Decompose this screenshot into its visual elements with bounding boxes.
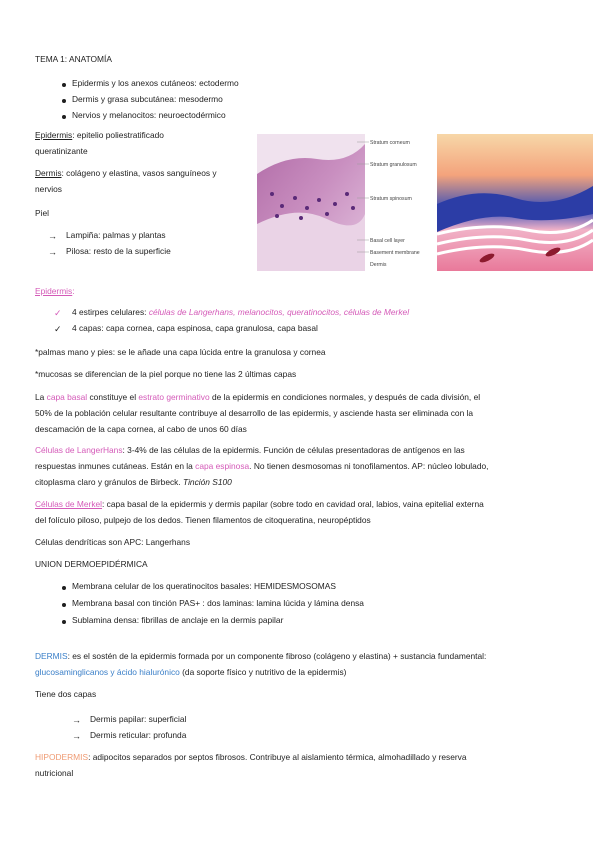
figure-label: Basement membrane [370, 250, 420, 256]
langerhans-paragraph-line: citoplasma claro y gránulos de Birbeck. Tinción S100 [35, 477, 232, 487]
epidermis-definition: Epidermis: epitelio poliestratificado [35, 130, 164, 140]
bullet-icon [62, 620, 66, 624]
dermis-definition-cont: nervios [35, 184, 62, 194]
list-item: Nervios y melanocitos: neuroectodérmico [72, 110, 226, 120]
list-item: Dermis y grasa subcutánea: mesodermo [72, 94, 223, 104]
figure-label: Stratum granulosum [370, 162, 417, 168]
figure-label: Basal cell layer [370, 238, 405, 244]
list-item: Membrana celular de los queratinocitos basales: HEMIDESMOSOMAS [72, 581, 336, 591]
list-item: 4 capas: capa cornea, capa espinosa, capa granulosa, capa basal [72, 323, 318, 333]
piel-label: Piel [35, 208, 49, 218]
list-item: Dermis reticular: profunda [90, 730, 187, 740]
arrow-icon: → [48, 231, 57, 241]
list-item: Lampiña: palmas y plantas [66, 230, 166, 240]
palmas-note: *palmas mano y pies: se le añade una capa lúcida entre la granulosa y cornea [35, 347, 326, 357]
merkel-paragraph-line: del folículo piloso, pulpejo de los dedos. Tienen filamentos de citoqueratina, neuropéptidos [35, 515, 371, 525]
dermis-paragraph: DERMIS: es el sostén de la epidermis formada por un componente fibroso (colágeno y elastina) + sustancia fundamental: [35, 651, 487, 661]
dendriticas-note: Células dendríticas son APC: Langerhans [35, 537, 191, 547]
bullet-icon [62, 603, 66, 607]
langerhans-paragraph: Células de LangerHans: 3-4% de las células de la epidermis. Función de células presentadoras de antígenos en las [35, 445, 465, 455]
page-title: TEMA 1: ANATOMÍA [35, 54, 112, 64]
tiene-dos-capas: Tiene dos capas [35, 689, 97, 699]
langerhans-paragraph-line: respuestas inmunes cutáneas. Están en la capa espinosa. No tienen desmosomas ni tonofilamentos. AP: núcleo lobulado, [35, 461, 489, 471]
figure-label: Dermis [370, 262, 387, 268]
hipodermis-paragraph-line: nutricional [35, 768, 74, 778]
list-item: Membrana basal con tinción PAS+ : dos laminas: lamina lúcida y lámina densa [72, 598, 364, 608]
check-icon: ✓ [54, 308, 62, 318]
basal-paragraph-line: 50% de la población celular resultante contribuye al desarrollo de las epidermis, y asciende hasta ser eliminada con la [35, 408, 474, 418]
hipodermis-paragraph: HIPODERMIS: adipocitos separados por septos fibrosos. Contribuye al aislamiento térmica, almohadillado y reserva [35, 752, 467, 762]
arrow-icon: → [72, 715, 81, 725]
basal-paragraph: La capa basal constituye el estrato germinativo de la epidermis en condiciones normales, y después de cada división, el [35, 392, 481, 402]
bullet-icon [62, 115, 66, 119]
list-item: Sublamina densa: fibrillas de anclaje en la dermis papilar [72, 615, 284, 625]
union-heading: UNION DERMOEPIDÉRMICA [35, 559, 148, 569]
basal-paragraph-line: descamación de la capa cornea, al cabo de unos 60 días [35, 424, 247, 434]
bullet-icon [62, 99, 66, 103]
list-item: 4 estirpes celulares: células de Langerhans, melanocitos, queratinocitos, células de Merkel [72, 307, 410, 317]
skin-histology-figure [257, 134, 593, 271]
arrow-icon: → [48, 247, 57, 257]
mucosas-note: *mucosas se diferencian de la piel porque no tiene las 2 últimas capas [35, 369, 297, 379]
list-item: Dermis papilar: superficial [90, 714, 187, 724]
arrow-icon: → [72, 731, 81, 741]
bullet-icon [62, 83, 66, 87]
epidermis-heading: Epidermis: [35, 286, 75, 296]
figure-label: Stratum spinosum [370, 196, 412, 202]
list-item: Epidermis y los anexos cutáneos: ectodermo [72, 78, 239, 88]
check-icon: ✓ [54, 324, 62, 334]
dermis-definition: Dermis: colágeno y elastina, vasos sanguíneos y [35, 168, 217, 178]
list-item: Pilosa: resto de la superficie [66, 246, 171, 256]
bullet-icon [62, 586, 66, 590]
epidermis-definition-cont: queratinizante [35, 146, 88, 156]
figure-label: Stratum corneum [370, 140, 410, 146]
dermis-paragraph-line: glucosaminglicanos y ácido hialurónico (da soporte físico y nutritivo de la epidermis) [35, 667, 347, 677]
merkel-paragraph: Células de Merkel: capa basal de la epidermis y dermis papilar (sobre todo en cavidad oral, labios, vaina epitelial externa [35, 499, 484, 509]
